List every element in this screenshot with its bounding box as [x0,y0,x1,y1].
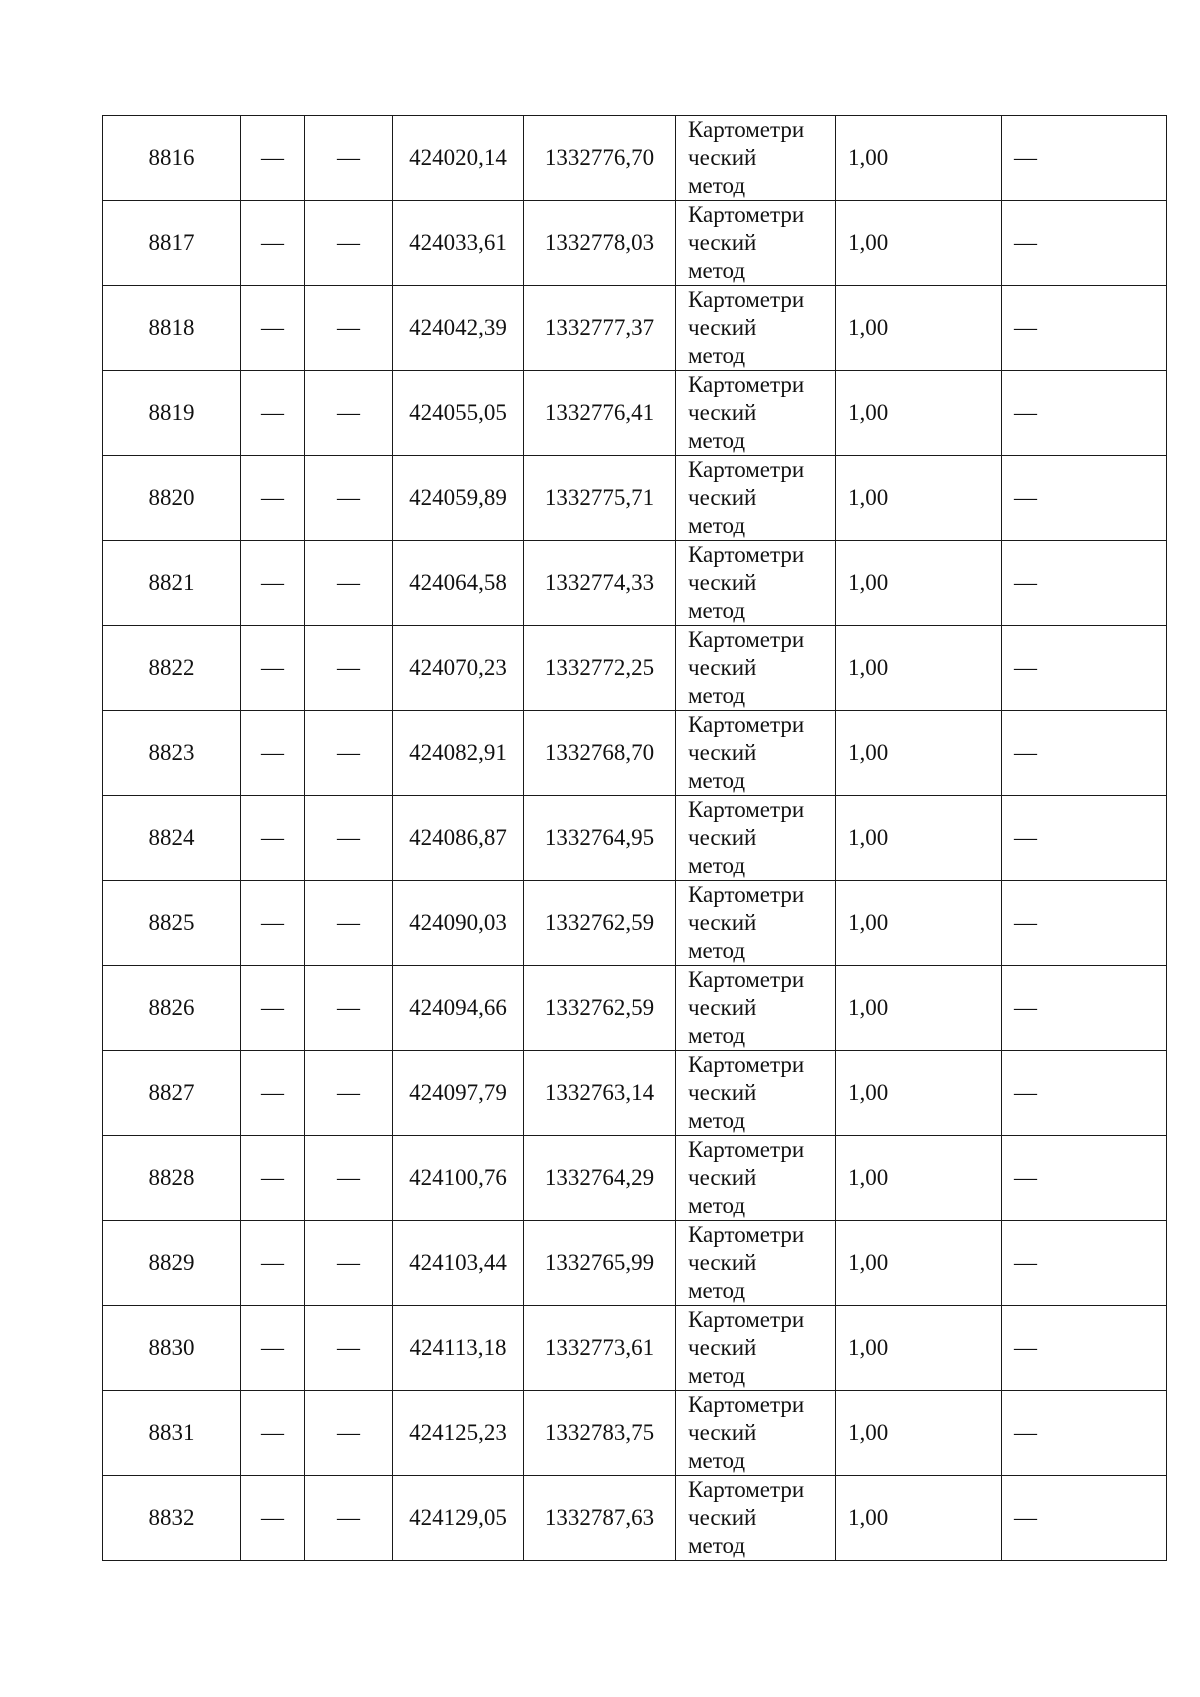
table-row [103,1391,1167,1476]
x-coordinate-cell: 424129,05 [393,1476,524,1561]
empty-dash-cell: — [241,1476,305,1561]
empty-dash-cell: — [241,371,305,456]
accuracy-cell: 1,00 [836,201,1002,286]
x-coordinate-cell: 424064,58 [393,541,524,626]
method-cell [676,881,836,966]
table-row [103,286,1167,371]
empty-dash-cell: — [1002,796,1167,881]
accuracy-cell: 1,00 [836,881,1002,966]
point-number-cell: 8824 [103,796,241,881]
method-line: метод [688,258,746,283]
empty-dash-cell: — [305,116,393,201]
y-coordinate-cell: 1332765,99 [524,1221,676,1306]
method-line: Картометри [688,627,805,652]
method-cell [676,1306,836,1391]
empty-dash-cell: — [305,371,393,456]
method-line: ческий [688,485,757,510]
accuracy-cell: 1,00 [836,541,1002,626]
method-cell [676,711,836,796]
method-cell [676,116,836,201]
x-coordinate-cell: 424033,61 [393,201,524,286]
empty-dash-cell: — [305,796,393,881]
method-line: Картометри [688,712,805,737]
x-coordinate-cell: 424094,66 [393,966,524,1051]
empty-dash-cell: — [305,541,393,626]
empty-dash-cell: — [305,881,393,966]
empty-dash-cell: — [241,116,305,201]
empty-dash-cell: — [241,201,305,286]
point-number-cell: 8817 [103,201,241,286]
method-line: ческий [688,655,757,680]
point-number-cell: 8826 [103,966,241,1051]
method-cell [676,1051,836,1136]
x-coordinate-cell: 424125,23 [393,1391,524,1476]
point-number-cell: 8822 [103,626,241,711]
accuracy-cell: 1,00 [836,371,1002,456]
empty-dash-cell: — [1002,286,1167,371]
table-row [103,201,1167,286]
x-coordinate-cell: 424113,18 [393,1306,524,1391]
point-number-cell: 8831 [103,1391,241,1476]
empty-dash-cell: — [241,711,305,796]
method-line: Картометри [688,202,805,227]
method-line: метод [688,1448,746,1473]
x-coordinate-cell: 424090,03 [393,881,524,966]
x-coordinate-cell: 424097,79 [393,1051,524,1136]
method-line: ческий [688,910,757,935]
method-cell [676,371,836,456]
empty-dash-cell: — [1002,966,1167,1051]
empty-dash-cell: — [1002,1221,1167,1306]
x-coordinate-cell: 424020,14 [393,116,524,201]
method-line: ческий [688,1165,757,1190]
method-line: метод [688,1278,746,1303]
x-coordinate-cell: 424055,05 [393,371,524,456]
accuracy-cell: 1,00 [836,1391,1002,1476]
y-coordinate-cell: 1332776,41 [524,371,676,456]
method-line: метод [688,428,746,453]
method-line: Картометри [688,967,805,992]
method-line: ческий [688,1505,757,1530]
method-line: ческий [688,570,757,595]
empty-dash-cell: — [241,1221,305,1306]
accuracy-cell: 1,00 [836,796,1002,881]
empty-dash-cell: — [305,456,393,541]
y-coordinate-cell: 1332775,71 [524,456,676,541]
method-line: Картометри [688,1477,805,1502]
method-line: ческий [688,145,757,170]
empty-dash-cell: — [1002,711,1167,796]
method-line: метод [688,683,746,708]
method-cell [676,1221,836,1306]
table-row [103,1221,1167,1306]
empty-dash-cell: — [241,796,305,881]
coordinates-table [102,115,1167,1561]
method-line: ческий [688,1420,757,1445]
point-number-cell: 8819 [103,371,241,456]
method-line: метод [688,343,746,368]
empty-dash-cell: — [241,1306,305,1391]
x-coordinate-cell: 424103,44 [393,1221,524,1306]
accuracy-cell: 1,00 [836,456,1002,541]
method-line: метод [688,1108,746,1133]
x-coordinate-cell: 424059,89 [393,456,524,541]
method-cell [676,541,836,626]
method-line: Картометри [688,1052,805,1077]
x-coordinate-cell: 424082,91 [393,711,524,796]
empty-dash-cell: — [1002,1391,1167,1476]
method-line: метод [688,1533,746,1558]
x-coordinate-cell: 424086,87 [393,796,524,881]
method-line: ческий [688,400,757,425]
method-line: метод [688,1023,746,1048]
x-coordinate-cell: 424042,39 [393,286,524,371]
empty-dash-cell: — [305,1136,393,1221]
point-number-cell: 8821 [103,541,241,626]
method-line: Картометри [688,457,805,482]
accuracy-cell: 1,00 [836,116,1002,201]
y-coordinate-cell: 1332783,75 [524,1391,676,1476]
table-row [103,1051,1167,1136]
method-line: метод [688,513,746,538]
empty-dash-cell: — [305,1391,393,1476]
method-line: Картометри [688,882,805,907]
empty-dash-cell: — [305,1221,393,1306]
method-line: ческий [688,995,757,1020]
empty-dash-cell: — [241,541,305,626]
method-line: метод [688,1193,746,1218]
table-row [103,456,1167,541]
empty-dash-cell: — [241,1391,305,1476]
accuracy-cell: 1,00 [836,711,1002,796]
method-cell [676,1391,836,1476]
y-coordinate-cell: 1332774,33 [524,541,676,626]
y-coordinate-cell: 1332764,29 [524,1136,676,1221]
method-cell [676,1476,836,1561]
table-row [103,711,1167,796]
method-cell [676,286,836,371]
accuracy-cell: 1,00 [836,626,1002,711]
empty-dash-cell: — [305,1476,393,1561]
accuracy-cell: 1,00 [836,1221,1002,1306]
table-row [103,1476,1167,1561]
table-row [103,796,1167,881]
method-line: Картометри [688,1307,805,1332]
y-coordinate-cell: 1332777,37 [524,286,676,371]
accuracy-cell: 1,00 [836,1136,1002,1221]
empty-dash-cell: — [305,626,393,711]
point-number-cell: 8832 [103,1476,241,1561]
empty-dash-cell: — [241,1136,305,1221]
table-row [103,966,1167,1051]
table-row [103,1306,1167,1391]
method-line: ческий [688,1250,757,1275]
method-line: метод [688,1363,746,1388]
empty-dash-cell: — [1002,881,1167,966]
empty-dash-cell: — [305,711,393,796]
point-number-cell: 8828 [103,1136,241,1221]
y-coordinate-cell: 1332762,59 [524,966,676,1051]
empty-dash-cell: — [1002,541,1167,626]
y-coordinate-cell: 1332773,61 [524,1306,676,1391]
accuracy-cell: 1,00 [836,1476,1002,1561]
method-line: Картометри [688,117,805,142]
method-line: метод [688,173,746,198]
point-number-cell: 8827 [103,1051,241,1136]
empty-dash-cell: — [1002,626,1167,711]
empty-dash-cell: — [305,201,393,286]
table-row [103,1136,1167,1221]
method-line: метод [688,853,746,878]
point-number-cell: 8829 [103,1221,241,1306]
table-row [103,371,1167,456]
method-line: ческий [688,740,757,765]
empty-dash-cell: — [1002,116,1167,201]
accuracy-cell: 1,00 [836,966,1002,1051]
y-coordinate-cell: 1332772,25 [524,626,676,711]
point-number-cell: 8818 [103,286,241,371]
empty-dash-cell: — [241,626,305,711]
empty-dash-cell: — [305,966,393,1051]
method-line: Картометри [688,1137,805,1162]
method-cell [676,201,836,286]
empty-dash-cell: — [1002,456,1167,541]
method-cell [676,1136,836,1221]
x-coordinate-cell: 424100,76 [393,1136,524,1221]
method-line: Картометри [688,372,805,397]
method-line: Картометри [688,1392,805,1417]
empty-dash-cell: — [1002,201,1167,286]
y-coordinate-cell: 1332778,03 [524,201,676,286]
y-coordinate-cell: 1332763,14 [524,1051,676,1136]
empty-dash-cell: — [1002,1306,1167,1391]
empty-dash-cell: — [1002,1136,1167,1221]
point-number-cell: 8825 [103,881,241,966]
table-body [103,116,1167,1561]
empty-dash-cell: — [305,1306,393,1391]
method-cell [676,796,836,881]
y-coordinate-cell: 1332776,70 [524,116,676,201]
empty-dash-cell: — [241,1051,305,1136]
empty-dash-cell: — [305,1051,393,1136]
table-row [103,626,1167,711]
method-line: ческий [688,1080,757,1105]
y-coordinate-cell: 1332764,95 [524,796,676,881]
point-number-cell: 8830 [103,1306,241,1391]
method-cell [676,966,836,1051]
y-coordinate-cell: 1332768,70 [524,711,676,796]
method-line: ческий [688,315,757,340]
table-row [103,116,1167,201]
empty-dash-cell: — [241,966,305,1051]
accuracy-cell: 1,00 [836,1306,1002,1391]
point-number-cell: 8823 [103,711,241,796]
table-row [103,541,1167,626]
method-line: метод [688,768,746,793]
method-line: Картометри [688,1222,805,1247]
empty-dash-cell: — [305,286,393,371]
method-line: ческий [688,825,757,850]
empty-dash-cell: — [241,456,305,541]
y-coordinate-cell: 1332762,59 [524,881,676,966]
accuracy-cell: 1,00 [836,286,1002,371]
empty-dash-cell: — [241,286,305,371]
empty-dash-cell: — [241,881,305,966]
point-number-cell: 8816 [103,116,241,201]
method-line: Картометри [688,542,805,567]
accuracy-cell: 1,00 [836,1051,1002,1136]
method-line: ческий [688,1335,757,1360]
method-line: метод [688,938,746,963]
method-cell [676,626,836,711]
empty-dash-cell: — [1002,1476,1167,1561]
empty-dash-cell: — [1002,371,1167,456]
point-number-cell: 8820 [103,456,241,541]
method-cell [676,456,836,541]
y-coordinate-cell: 1332787,63 [524,1476,676,1561]
table-row [103,881,1167,966]
method-line: Картометри [688,287,805,312]
empty-dash-cell: — [1002,1051,1167,1136]
method-line: метод [688,598,746,623]
method-line: Картометри [688,797,805,822]
method-line: ческий [688,230,757,255]
x-coordinate-cell: 424070,23 [393,626,524,711]
